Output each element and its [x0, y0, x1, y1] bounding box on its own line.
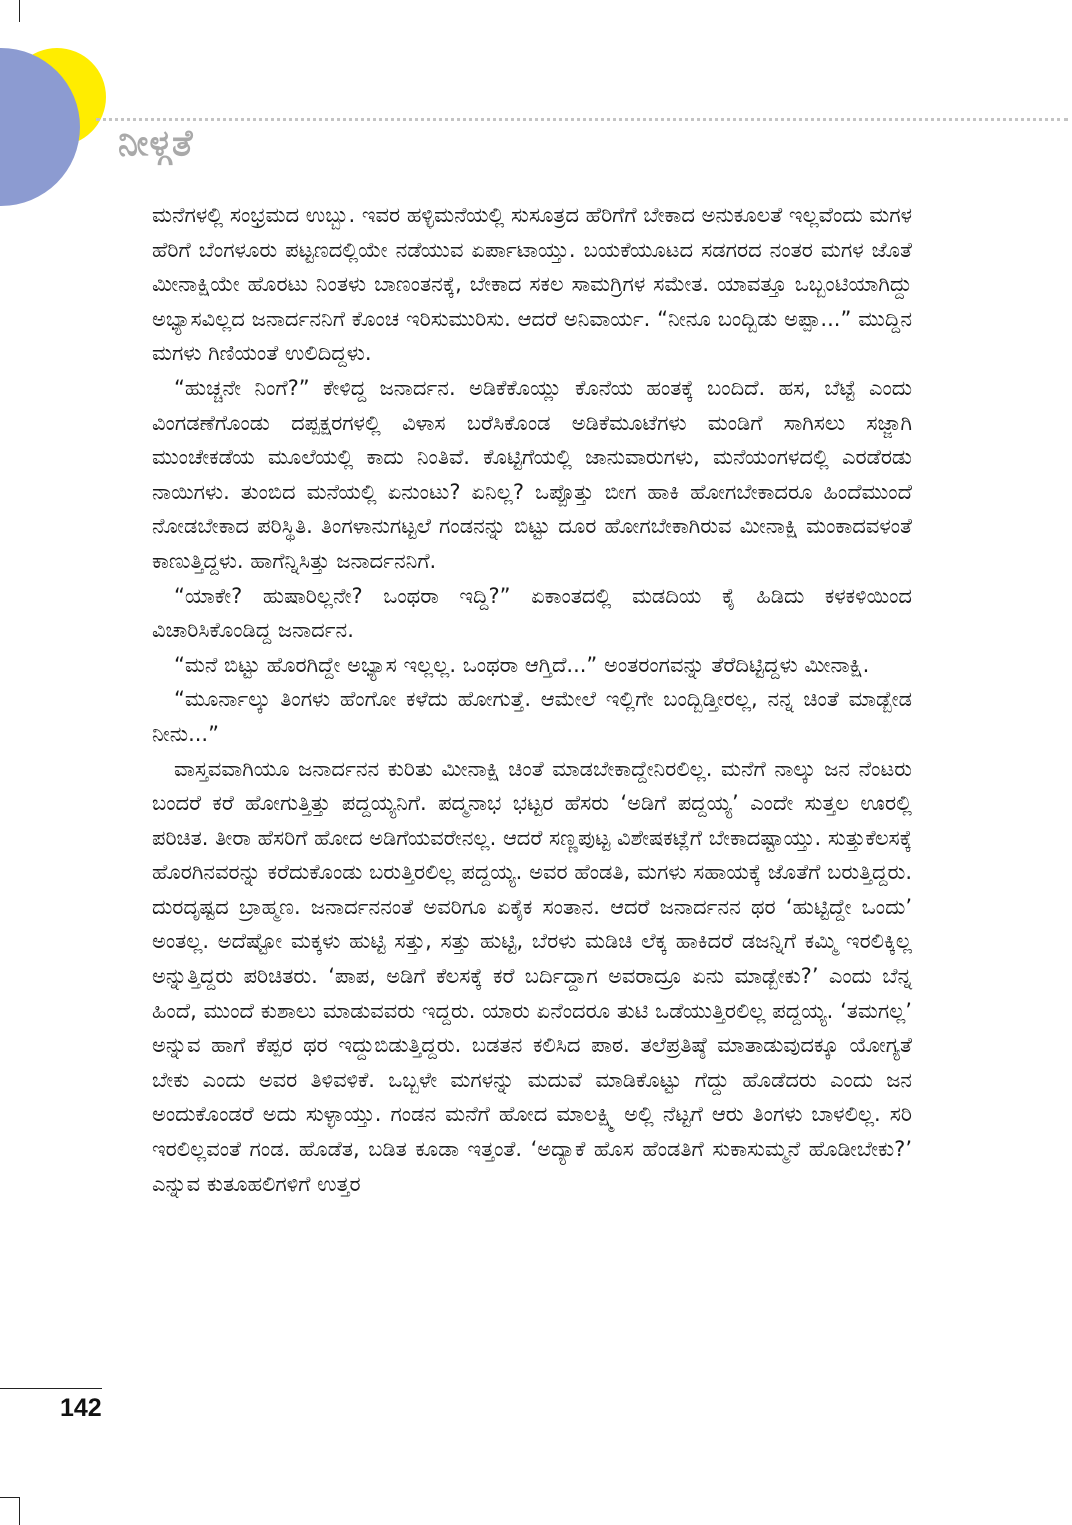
header-dotted-rule	[96, 118, 1068, 121]
paragraph: “ಮನೆ ಬಿಟ್ಟು ಹೊರಗಿದ್ದೇ ಅಭ್ಯಾಸ ಇಲ್ಲಲ್ಲ. ಒಂಥರಾ ಆಗ್ತಿದೆ...” ಅಂತರಂಗವನ್ನು ತೆರೆದಿಟ್ಟಿದ್ದಳು ಮೀನಾಕ್ಷಿ.	[174, 652, 870, 677]
crop-mark-bottom-vertical	[19, 1497, 20, 1525]
running-header-title: ನೀಳ್ಗತೆ	[118, 123, 194, 164]
paragraph: “ಯಾಕೇ? ಹುಷಾರಿಲ್ಲನೇ? ಒಂಥರಾ ಇದ್ದಿ?” ಏಕಾಂತದಲ್ಲಿ ಮಡದಿಯ ಕೈ ಹಿಡಿದು ಕಳಕಳಿಯಿಂದ ವಿಚಾರಿಸಿಕೊಂಡಿದ್ದ ಜನಾರ್ದನ.	[152, 583, 912, 643]
crop-mark-bottom-horizontal	[0, 1497, 19, 1498]
page-number: 142	[60, 1394, 102, 1422]
page-number-rule	[0, 1388, 102, 1389]
paragraph: “ಹುಚ್ಚನೇ ನಿಂಗೆ?” ಕೇಳಿದ್ದ ಜನಾರ್ದನ. ಅಡಿಕೆಕೊಯ್ಲು ಕೊನೆಯ ಹಂತಕ್ಕೆ ಬಂದಿದೆ. ಹಸ, ಬೆಟ್ಟೆ ಎಂದು ವಿಂಗಡಣೆಗೊಂಡು ದಪ್ಪಕ್ಷರಗಳಲ್ಲಿ ವಿಳಾಸ ಬರೆಸಿಕೊಂಡ ಅಡಿಕೆಮೂಟೆಗಳು ಮಂಡಿಗೆ ಸಾಗಿಸಲು ಸಜ್ಜಾಗಿ ಮುಂಚೇಕಡೆಯ ಮೂಲೆಯಲ್ಲಿ ಕಾದು ನಿಂತಿವೆ. ಕೊಟ್ಟಿಗೆಯಲ್ಲಿ ಜಾನುವಾರುಗಳು, ಮನೆಯಂಗಳದಲ್ಲಿ ಎರಡೆರಡು ನಾಯಿಗಳು. ತುಂಬಿದ ಮನೆಯಲ್ಲಿ ಏನುಂಟು? ಏನಿಲ್ಲ? ಒಪ್ಪೊತ್ತು ಬೀಗ ಹಾಕಿ ಹೋಗಬೇಕಾದರೂ ಹಿಂದೆಮುಂದೆ ನೋಡಬೇಕಾದ ಪರಿಸ್ಥಿತಿ. ತಿಂಗಳಾನುಗಟ್ಟಲೆ ಗಂಡನನ್ನು ಬಿಟ್ಟು ದೂರ ಹೋಗಬೇಕಾಗಿರುವ ಮೀನಾಕ್ಷಿ ಮಂಕಾದವಳಂತೆ ಕಾಣುತ್ತಿದ್ದಳು. ಹಾಗೆನ್ನಿಸಿತ್ತು ಜನಾರ್ದನನಿಗೆ.	[152, 375, 912, 573]
body-text	[152, 198, 912, 1201]
crop-mark-top	[19, 0, 20, 22]
paragraph: ವಾಸ್ತವವಾಗಿಯೂ ಜನಾರ್ದನನ ಕುರಿತು ಮೀನಾಕ್ಷಿ ಚಿಂತೆ ಮಾಡಬೇಕಾದ್ದೇನಿರಲಿಲ್ಲ. ಮನೆಗೆ ನಾಲ್ಕು ಜನ ನೆಂಟರು ಬಂದರೆ ಕರೆ ಹೋಗುತ್ತಿತ್ತು ಪದ್ದಯ್ಯನಿಗೆ. ಪದ್ಮನಾಭ ಭಟ್ಟರ ಹೆಸರು ‘ಅಡಿಗೆ ಪದ್ದಯ್ಯ’ ಎಂದೇ ಸುತ್ತಲ ಊರಲ್ಲಿ ಪರಿಚಿತ. ತೀರಾ ಹೆಸರಿಗೆ ಹೋದ ಅಡಿಗೆಯವರೇನಲ್ಲ. ಆದರೆ ಸಣ್ಣಪುಟ್ಟ ವಿಶೇಷಕಟ್ಲೆಗೆ ಬೇಕಾದಷ್ಟಾಯ್ತು. ಸುತ್ತುಕೆಲಸಕ್ಕೆ ಹೊರಗಿನವರನ್ನು ಕರೆದುಕೊಂಡು ಬರುತ್ತಿರಲಿಲ್ಲ ಪದ್ದಯ್ಯ. ಅವರ ಹೆಂಡತಿ, ಮಗಳು ಸಹಾಯಕ್ಕೆ ಜೊತೆಗೆ ಬರುತ್ತಿದ್ದರು. ದುರದೃಷ್ಟದ ಬ್ರಾಹ್ಮಣ. ಜನಾರ್ದನನಂತೆ ಅವರಿಗೂ ಏಕೈಕ ಸಂತಾನ. ಆದರೆ ಜನಾರ್ದನನ ಥರ ‘ಹುಟ್ಟಿದ್ದೇ ಒಂದು’ ಅಂತಲ್ಲ. ಅದೆಷ್ಟೋ ಮಕ್ಕಳು ಹುಟ್ಟಿ ಸತ್ತು, ಸತ್ತು ಹುಟ್ಟಿ, ಬೆರಳು ಮಡಿಚಿ ಲೆಕ್ಕ ಹಾಕಿದರೆ ಡಜನ್ನಿಗೆ ಕಮ್ಮಿ ಇರಲಿಕ್ಕಿಲ್ಲ ಅನ್ನುತ್ತಿದ್ದರು ಪರಿಚಿತರು. ‘ಪಾಪ, ಅಡಿಗೆ ಕೆಲಸಕ್ಕೆ ಕರೆ ಬರ್ದಿದ್ದಾಗ ಅವರಾದ್ರೂ ಏನು ಮಾಡ್ಬೇಕು?’ ಎಂದು ಬೆನ್ನ ಹಿಂದೆ, ಮುಂದೆ ಕುಶಾಲು ಮಾಡುವವರು ಇದ್ದರು. ಯಾರು ಏನೆಂದರೂ ತುಟಿ ಒಡೆಯುತ್ತಿರಲಿಲ್ಲ ಪದ್ದಯ್ಯ. ‘ತಮಗಲ್ಲ’ ಅನ್ನುವ ಹಾಗೆ ಕೆಪ್ಪರ ಥರ ಇದ್ದುಬಿಡುತ್ತಿದ್ದರು. ಬಡತನ ಕಲಿಸಿದ ಪಾಠ. ತಲೆಪ್ರತಿಷ್ಠೆ ಮಾತಾಡುವುದಕ್ಕೂ ಯೋಗ್ಯತೆ ಬೇಕು ಎಂದು ಅವರ ತಿಳಿವಳಿಕೆ. ಒಬ್ಬಳೇ ಮಗಳನ್ನು ಮದುವೆ ಮಾಡಿಕೊಟ್ಟು ಗೆದ್ದು ಹೊಡೆದರು ಎಂದು ಜನ ಅಂದುಕೊಂಡರೆ ಅದು ಸುಳ್ಳಾಯ್ತು. ಗಂಡನ ಮನೆಗೆ ಹೋದ ಮಾಲಕ್ಷ್ಮಿ ಅಲ್ಲಿ ನೆಟ್ಟಗೆ ಆರು ತಿಂಗಳು ಬಾಳಲಿಲ್ಲ. ಸರಿ ಇರಲಿಲ್ಲವಂತೆ ಗಂಡ. ಹೊಡೆತ, ಬಡಿತ ಕೂಡಾ ಇತ್ತಂತೆ. ‘ಅದ್ಯಾಕೆ ಹೊಸ ಹೆಂಡತಿಗೆ ಸುಕಾಸುಮ್ಮನೆ ಹೊಡೀಬೇಕು?’ ಎನ್ನುವ ಕುತೂಹಲಿಗಳಿಗೆ ಉತ್ತರ	[152, 756, 912, 1196]
paragraph: “ಮೂರ್ನಾಲ್ಕು ತಿಂಗಳು ಹೆಂಗೋ ಕಳೆದು ಹೋಗುತ್ತೆ. ಆಮೇಲೆ ಇಲ್ಲಿಗೇ ಬಂದ್ಬಿಡ್ತೀರಲ್ಲ, ನನ್ನ ಚಿಂತೆ ಮಾಡ್ಬೇಡ ನೀನು...”	[152, 687, 912, 746]
paragraph: ಮನೆಗಳಲ್ಲಿ ಸಂಭ್ರಮದ ಉಬ್ಬು. ಇವರ ಹಳ್ಳಿಮನೆಯಲ್ಲಿ ಸುಸೂತ್ರದ ಹೆರಿಗೆಗೆ ಬೇಕಾದ ಅನುಕೂಲತೆ ಇಲ್ಲವೆಂದು ಮಗಳ ಹೆರಿಗೆ ಬೆಂಗಳೂರು ಪಟ್ಟಣದಲ್ಲಿಯೇ ನಡೆಯುವ ಏರ್ಪಾಟಾಯ್ತು. ಬಯಕೆಯೂಟದ ಸಡಗರದ ನಂತರ ಮಗಳ ಜೊತೆ ಮೀನಾಕ್ಷಿಯೇ ಹೊರಟು ನಿಂತಳು ಬಾಣಂತನಕ್ಕೆ, ಬೇಕಾದ ಸಕಲ ಸಾಮಗ್ರಿಗಳ ಸಮೇತ. ಯಾವತ್ತೂ ಒಬ್ಬಂಟಿಯಾಗಿದ್ದು ಅಭ್ಯಾಸವಿಲ್ಲದ ಜನಾರ್ದನನಿಗೆ ಕೊಂಚ ಇರಿಸುಮುರಿಸು. ಆದರೆ ಅನಿವಾರ್ಯ. “ನೀನೂ ಬಂದ್ಬಿಡು ಅಪ್ಪಾ...” ಮುದ್ದಿನ ಮಗಳು ಗಿಣಿಯಂತೆ ಉಲಿದಿದ್ದಳು.	[152, 203, 912, 366]
